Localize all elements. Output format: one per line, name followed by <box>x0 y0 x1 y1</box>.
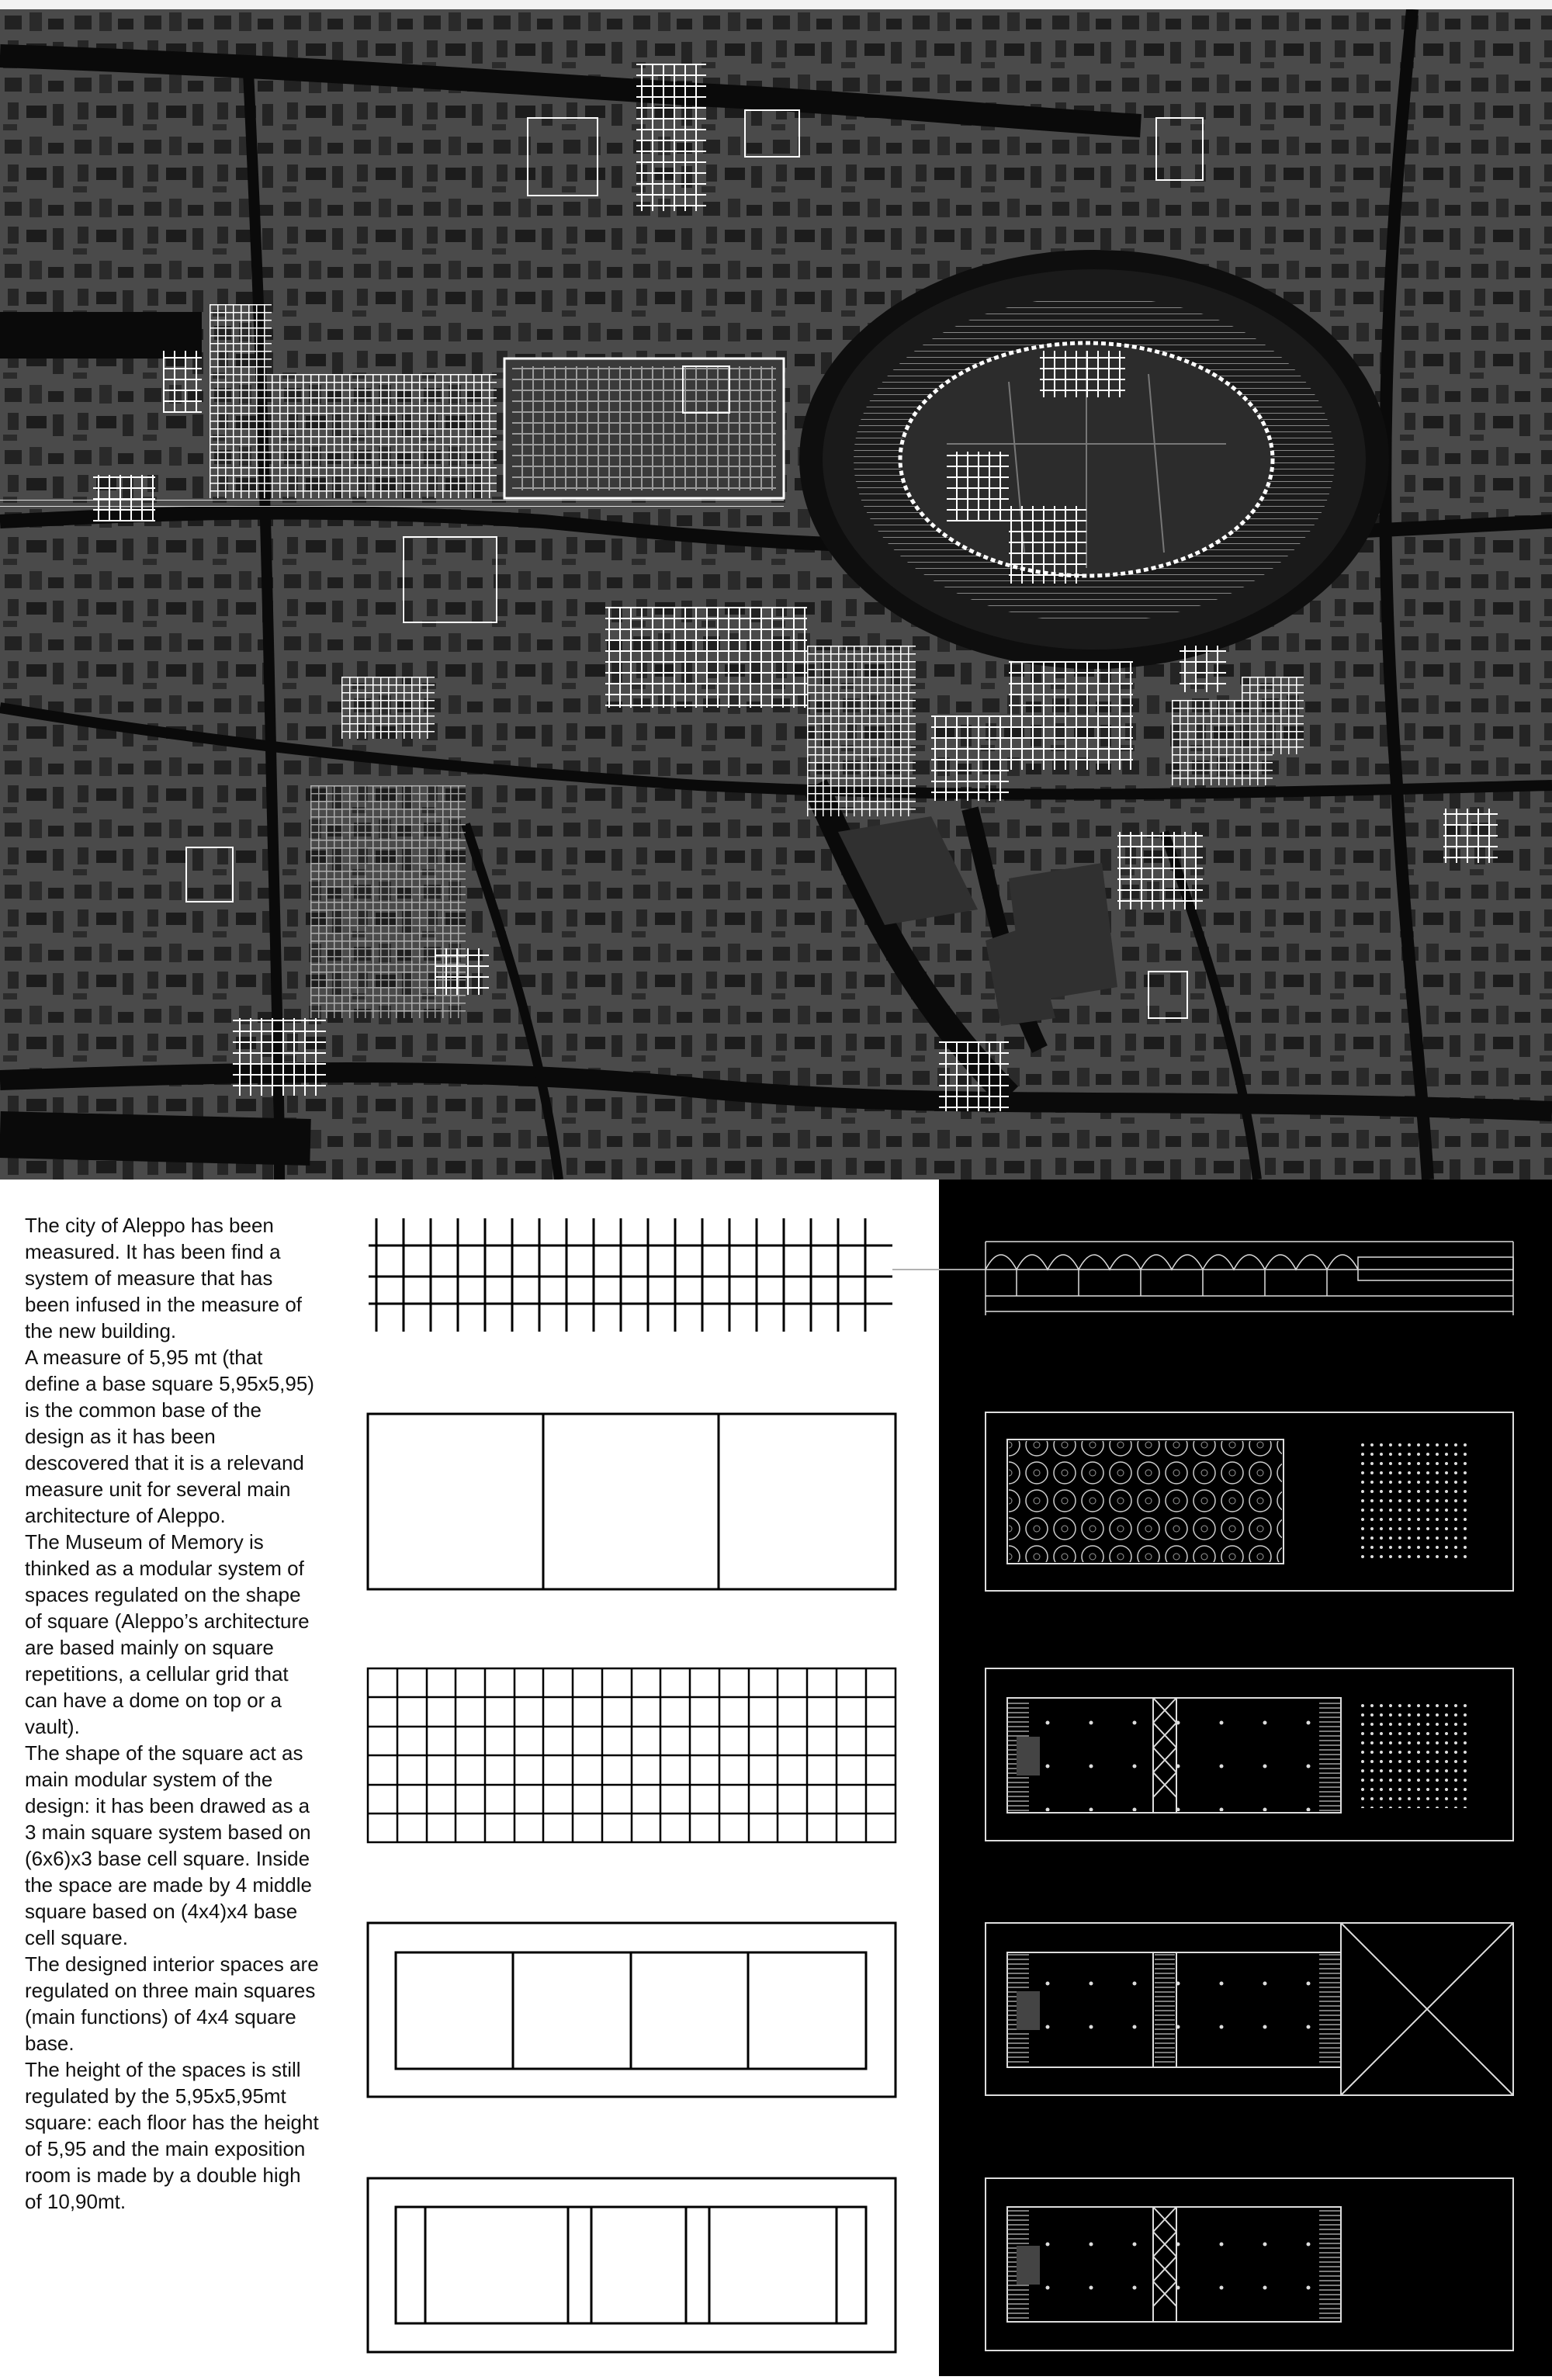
paragraph: The shape of the square act as main modular system of the design: it has been drawed as a 3 main square system based on (6x6)x3 base cell square. Inside the space are made by 4 middle square based on (4x4)x4 base cell square. <box>25 1741 312 1949</box>
four-squares-diagram <box>368 1923 896 2097</box>
building-plans <box>939 1180 1552 2376</box>
paragraph: The city of Aleppo has been measured. It has been find a system of measure that has been infused in the measure of the new building. <box>25 1214 303 1342</box>
description-text <box>25 1212 320 2215</box>
modular-diagrams <box>334 1180 939 2376</box>
paragraph: A measure of 5,95 mt (that define a base square 5,95x5,95) is the common base of the design as it has been descovered that it is a relevand measure unit for several main architecture of Aleppo. <box>25 1346 314 1527</box>
three-squares-diagram <box>368 1414 896 1589</box>
top-strip <box>0 0 1552 9</box>
cell-grid-diagram <box>368 1668 896 1842</box>
section-drawing <box>939 1242 1513 1315</box>
interior-functions-diagram <box>368 2178 896 2352</box>
paragraph: The designed interior spaces are regulated on three main squares (main functions) of 4x4 square base. <box>25 1952 319 2055</box>
souk-grid <box>264 374 497 498</box>
aleppo-city-map <box>0 9 1552 1180</box>
paragraph: The Museum of Memory is thinked as a modular system of spaces regulated on the shape of square (Aleppo’s architecture are based mainly on square repetitions, a cellular grid that can have a dome on top or a vault). <box>25 1530 310 1738</box>
paragraph: The height of the spaces is still regulated by the 5,95x5,95mt square: each floor has the height of 5,95 and the main exposition room is made by a double high of 10,90mt. <box>25 2058 319 2213</box>
base-grid-diagram <box>369 1218 892 1332</box>
